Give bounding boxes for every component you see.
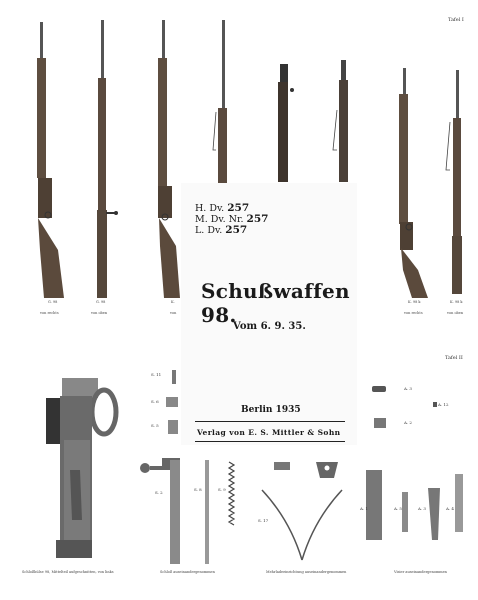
- part-label-a3: A. 3: [418, 506, 426, 511]
- part-label-s11: S. 11: [151, 372, 162, 377]
- cover-city: Berlin 1935: [241, 405, 301, 415]
- part-label-s5: S. 5: [151, 423, 159, 428]
- part-label-s17: S. 17: [258, 518, 269, 523]
- caption-rifle-7-view: von rechts: [404, 311, 423, 315]
- dv-line-l: L. Dv. 257: [195, 224, 248, 236]
- caption-rifle-3-view: von: [170, 311, 177, 315]
- part-label-s6: S. 6: [151, 399, 159, 404]
- part-label-a1: A. 1: [360, 506, 368, 511]
- part-label-s8: S. 8: [194, 487, 202, 492]
- cover-publisher: Verlag von E. S. Mittler & Sohn: [197, 428, 341, 437]
- part-label-a12: A. 12: [438, 402, 449, 407]
- part-label-a2-top: A. 2: [404, 420, 412, 425]
- caption-rifle-7: K. 98 k: [408, 300, 421, 304]
- cover-date: Vom 6. 9. 35.: [233, 321, 306, 332]
- receiver-cutaway-illustration: [46, 378, 116, 558]
- caption-rifle-2: G. 98: [96, 300, 106, 304]
- caption-rifle-3: K.: [171, 300, 175, 304]
- dv-line-h: H. Dv. 257: [195, 202, 250, 214]
- dv-designations: [195, 203, 268, 236]
- part-label-a5: A. 5: [394, 506, 402, 511]
- caption-rifle-2-view: von oben: [91, 311, 108, 315]
- part-label-a4: A. 4: [446, 506, 454, 511]
- cover-title: Schußwaffen 98.: [201, 279, 350, 327]
- cover-panel: [181, 183, 357, 445]
- plate-label-tafel-1: Tafel I: [448, 17, 464, 23]
- caption-receiver: Schloßhülse 98, Mittelteil aufgeschnitten, von links: [22, 570, 114, 574]
- dv-line-m: M. Dv. Nr. 257: [195, 213, 269, 225]
- cover-rule-bottom: [195, 441, 345, 442]
- part-label-a3-top: A. 3: [404, 386, 412, 391]
- sight-parts-illustration: [366, 386, 463, 540]
- caption-sight: Visier auseinandergenommen: [394, 570, 447, 574]
- caption-magazine: Mehrladeeinrichtung auseinandergenommen: [266, 570, 347, 574]
- plate-label-tafel-2: Tafel II: [445, 355, 463, 361]
- cover-rule-top: [195, 421, 345, 422]
- caption-rifle-1-view: von rechts: [40, 311, 59, 315]
- caption-rifle-1: G. 98: [48, 300, 58, 304]
- part-label-s9: S. 9: [218, 487, 226, 492]
- caption-rifle-8: K. 98 k: [450, 300, 463, 304]
- caption-bolt: Schloß auseinandergenommen: [160, 570, 215, 574]
- magazine-parts-illustration: [262, 462, 342, 560]
- caption-rifle-8-view: von oben: [447, 311, 464, 315]
- part-label-s2: S. 2: [155, 490, 163, 495]
